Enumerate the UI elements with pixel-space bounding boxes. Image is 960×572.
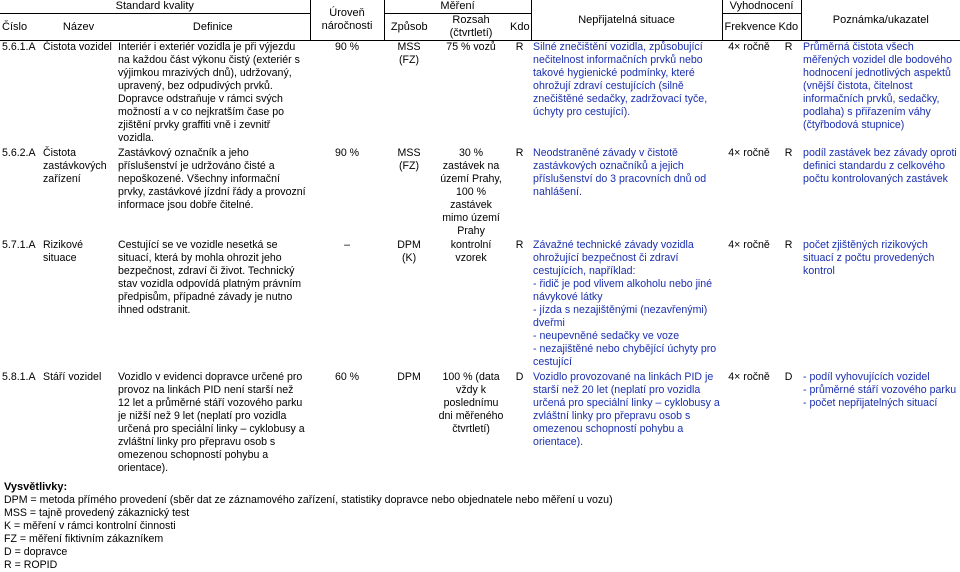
- cell-definice: Cestující se ve vozidle nesetká se situací, která by mohla ohrozit jeho bezpečnost, zdraví či život. Technický stav vozidla odpovídá platným právním předpisům, případné závady je nutno ihned odstranit.: [118, 238, 302, 316]
- cell-nazev: Čistota vozidel: [43, 41, 112, 53]
- cell-kdo: D: [515, 370, 524, 383]
- cell-frekvence: 4× ročně: [728, 370, 770, 383]
- header-poznamka: Poznámka/ukazatel: [801, 0, 960, 41]
- cell-neprijatelna: Vozidlo provozované na linkách PID je starší než 20 let (neplatí pro vozidla určená pro speciální linky – cyklobusy a zvláštní linky pro přepravu osob s omezenou schopností pohybu a orientace).: [533, 370, 720, 448]
- cell-cislo: 5.8.1.A: [2, 370, 36, 383]
- cell-kdo: R: [515, 146, 524, 159]
- cell-nazev: Rizikové situace: [43, 238, 84, 264]
- cell-poznamka: Průměrná čistota všech měřených vozidel dle bodového hodnocení jednotlivých aspektů (vnější čistota, čitelnost informačních prvků, sedačky, podlaha) s přiřazením váhy (čtyřbodová stupnice): [803, 41, 953, 131]
- legend-line: K = měření v rámci kontrolní činnosti: [4, 520, 176, 532]
- table-row: [0, 371, 960, 477]
- cell-rozsah: kontrolní vzorek: [450, 238, 492, 264]
- cell-definice: Zastávkový označník a jeho příslušenství je udržováno čisté a nepoškozené. Všechny informační prvky, zastávkové jízdní řády a provozní informace jsou dobře čitelné.: [118, 146, 306, 211]
- legend-line: DPM = metoda přímého provedení (sběr dat ze záznamového zařízení, statistiky dopravce nebo objednatele nebo měření u vozu): [4, 494, 613, 506]
- cell-cislo: 5.6.2.A: [2, 146, 36, 159]
- cell-uroven: 60 %: [334, 370, 360, 383]
- legend-line: FZ = měření fiktivním zákazníkem: [4, 533, 164, 545]
- cell-uroven: –: [344, 238, 350, 251]
- legend-title: Vysvětlivky:: [4, 481, 68, 493]
- header-cislo: Číslo: [0, 14, 41, 41]
- cell-neprijatelna: Závažné technické závady vozidla ohrožující bezpečnost či zdraví cestujících, například: - řidič je pod vlivem alkoholu nebo jiné návykové látky - jízda s nezajištěnými (nezavřenými) dveřmi - neupevněné sedačky ve voze - nezajištěné nebo chybějící úchyty pro cestující: [533, 238, 717, 368]
- header-kdo: Kdo: [508, 14, 531, 41]
- header-nazev: Název: [41, 14, 116, 41]
- header-rozsah: Rozsah (čtvrtletí): [434, 14, 508, 41]
- header-kdo2: Kdo: [776, 14, 801, 41]
- legend-line: MSS = tajně provedený zákaznický test: [4, 507, 190, 519]
- cell-poznamka: podíl zastávek bez závady oproti definici standardu z celkového počtu kontrolovaných zastávek: [803, 146, 957, 185]
- legend: [4, 481, 613, 572]
- header-uroven: Úroveň náročnosti: [310, 0, 384, 41]
- legend-line: R = ROPID: [4, 559, 58, 571]
- cell-kdo2: R: [784, 238, 793, 251]
- cell-kdo2: D: [784, 370, 793, 383]
- cell-kdo2: R: [784, 146, 793, 159]
- cell-zpusob: MSS (FZ): [397, 41, 421, 66]
- cell-neprijatelna: Silné znečištění vozidla, způsobující nečitelnost informačních prvků nebo takové hygienické podmínky, které ohrožují zdraví cestujících (silně znečištěné sedačky, zadržovací tyče, úchyty pro cestující).: [533, 41, 708, 118]
- header-neprijatelna: Nepřijatelná situace: [531, 0, 722, 41]
- cell-rozsah: 75 % vozů: [446, 41, 496, 53]
- cell-definice: Interiér i exteriér vozidla je při výjezdu na každou část výkonu čistý (exteriér s výjimkou mrazivých dnů), udržovaný, upravený, bez odpudivých prvků. Dopravce odstraňuje v rámci svých možností a v co nejkratším čase po zjištění prvky graffiti vně i zevnitř vozidla.: [118, 41, 300, 144]
- cell-neprijatelna: Neodstraněné závady v čistotě zastávkových označníků a jejich příslušenství do 3 pracovních dnů od nahlášení.: [533, 146, 707, 198]
- cell-cislo: 5.6.1.A: [2, 41, 36, 53]
- cell-nazev: Čistota zastávkových zařízení: [43, 146, 107, 185]
- header-standard-kvality: Standard kvality: [0, 0, 310, 14]
- cell-definice: Vozidlo v evidenci dopravce určené pro provoz na linkách PID není starší než 12 let a průměrné stáří vozového parku je nižší než 9 let (neplatí pro vozidla určená pro speciální linky – cyklobusy a zvláštní linky pro přepravu osob s omezenou schopností pohybu a orientace).: [118, 370, 305, 474]
- cell-zpusob: DPM: [397, 370, 421, 383]
- header-zpusob: Způsob: [384, 14, 434, 41]
- cell-nazev: Stáří vozidel: [43, 370, 102, 383]
- cell-cislo: 5.7.1.A: [2, 238, 36, 251]
- cell-zpusob: MSS (FZ): [397, 146, 421, 172]
- cell-rozsah: 30 % zastávek na území Prahy, 100 % zastávek mimo území Prahy: [440, 146, 502, 237]
- cell-rozsah: 100 % (data vždy k poslednímu dni měřeného čtvrtletí): [438, 370, 504, 435]
- header-frekvence: Frekvence: [722, 14, 776, 41]
- cell-kdo: R: [515, 238, 524, 251]
- header-definice: Definice: [116, 14, 310, 41]
- cell-uroven: 90 %: [334, 146, 360, 159]
- cell-poznamka: počet zjištěných rizikových situací z počtu provedených kontrol: [803, 238, 935, 277]
- cell-frekvence: 4× ročně: [728, 238, 770, 251]
- legend-line: D = dopravce: [4, 546, 68, 558]
- table-row: [0, 239, 960, 371]
- table-row: [0, 41, 960, 147]
- cell-zpusob: DPM (K): [397, 238, 421, 264]
- cell-uroven: 90 %: [334, 41, 360, 53]
- header-vyhodnoceni: Vyhodnocení: [722, 0, 801, 14]
- cell-kdo: R: [515, 41, 524, 53]
- table-row: [0, 147, 960, 239]
- cell-poznamka: - podíl vyhovujících vozidel - průměrné stáří vozového parku - počet nepřijatelných situací: [803, 370, 957, 409]
- cell-frekvence: 4× ročně: [728, 146, 770, 159]
- header-mereni: Měření: [384, 0, 531, 14]
- cell-frekvence: 4× ročně: [728, 41, 770, 53]
- cell-kdo2: R: [784, 41, 793, 53]
